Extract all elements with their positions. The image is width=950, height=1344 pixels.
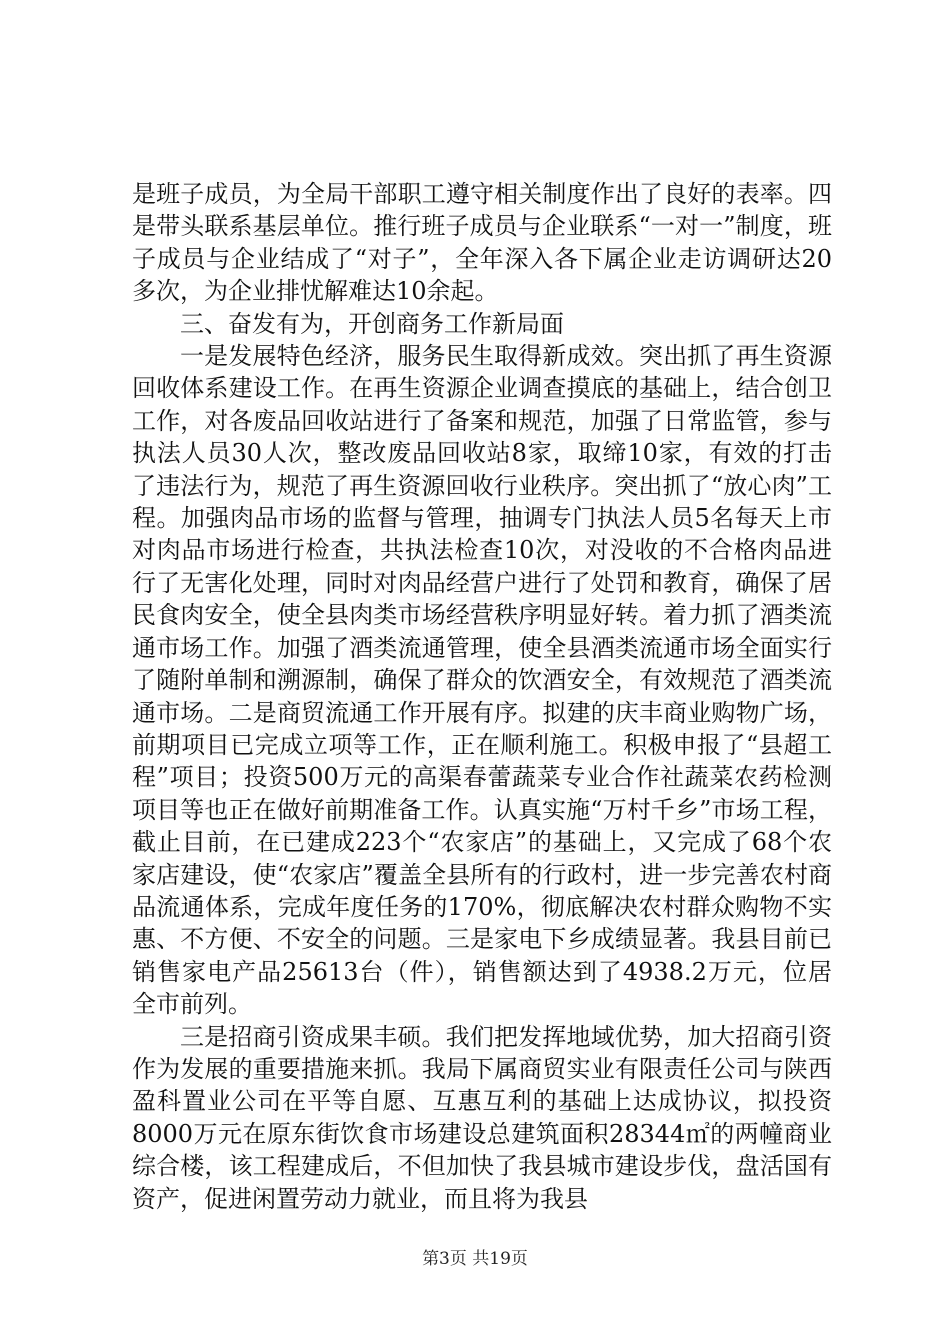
paragraph-commerce-work: 一是发展特色经济，服务民生取得新成效。突出抓了再生资源回收体系建设工作。在再生资源企业调查摸底的基础上，结合创卫工作，对各废品回收站进行了备案和规范，加强了日常监管，参与执法人员30人次，整改废品回收站8家，取缔10家，有效的打击了违法行为，规范了再生资源回收行业秩序。突出抓了“放心肉”工程。加强肉品市场的监督与管理，抽调专门执法人员5名每天上市对肉品市场进行检查，共执法检查10次，对没收的不合格肉品进行了无害化处理，同时对肉品经营户进行了处罚和教育，确保了居民食肉安全，使全县肉类市场经营秩序明显好转。着力抓了酒类流通市场工作。加强了酒类流通管理，使全县酒类流通市场全面实行了随附单制和溯源制，确保了群众的饮酒安全，有效规范了酒类流通市场。二是商贸流通工作开展有序。拟建的庆丰商业购物广场，前期项目已完成立项等工作，正在顺利施工。积极申报了“县超工程”项目；投资500万元的高渠春蕾蔬菜专业合作社蔬菜农药检测项目等也正在做好前期准备工作。认真实施“万村千乡”市场工程，截止目前，在已建成223个“农家店”的基础上，又完成了68个农家店建设，使“农家店”覆盖全县所有的行政村，进一步完善农村商品流通体系，完成年度任务的170%，彻底解决农村群众购物不实惠、不方便、不安全的问题。三是家电下乡成绩显著。我县目前已销售家电产品25613台（件），销售额达到了4938.2万元，位居全市前列。 xyxy=(132,342,832,1019)
section-heading: 三、奋发有为，开创商务工作新局面 xyxy=(180,309,564,338)
page-number: 第3页 共19页 xyxy=(422,1249,528,1269)
document-body xyxy=(132,178,832,1215)
paragraph-continuation: 是班子成员，为全局干部职工遵守相关制度作出了良好的表率。四是带头联系基层单位。推行班子成员与企业联系“一对一”制度，班子成员与企业结成了“对子”，全年深入各下属企业走访调研达20多次，为企业排忧解难达10余起。 xyxy=(132,180,832,306)
paragraph-investment: 三是招商引资成果丰硕。我们把发挥地域优势，加大招商引资作为发展的重要措施来抓。我局下属商贸实业有限责任公司与陕西盈科置业公司在平等自愿、互惠互利的基础上达成协议，拟投资8000万元在原东街饮食市场建设总建筑面积28344㎡的两幢商业综合楼，该工程建成后，不但加快了我县城市建设步伐，盘活国有资产，促进闲置劳动力就业，而且将为我县 xyxy=(132,1022,832,1213)
